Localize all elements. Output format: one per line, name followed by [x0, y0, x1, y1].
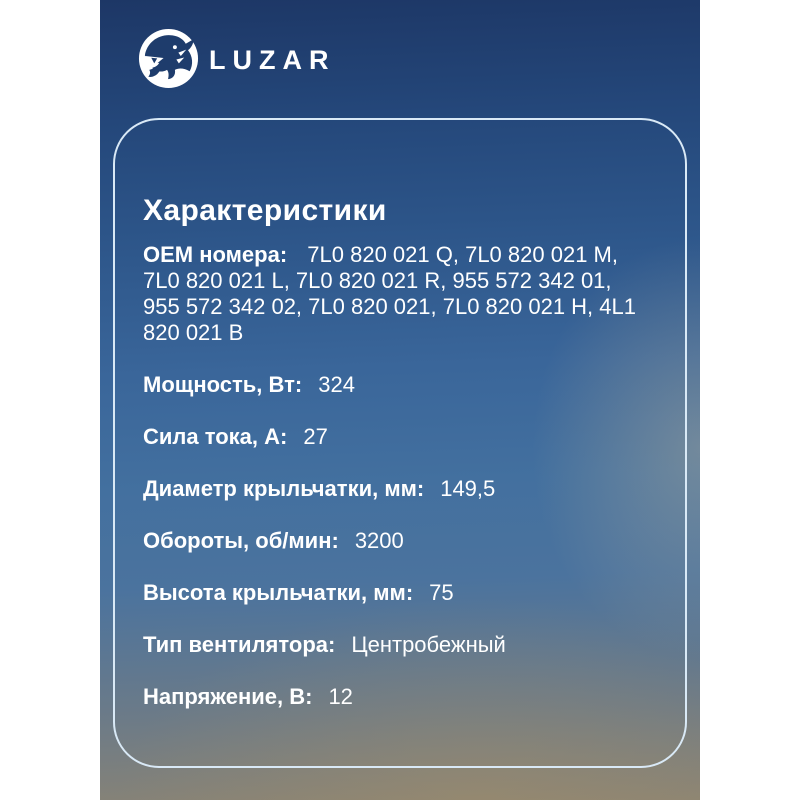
oem-value-line: 7L0 820 021 L, 7L0 820 021 R, 955 572 342 01,	[143, 268, 612, 293]
oem-value-line: 955 572 342 02, 7L0 820 021, 7L0 820 021 H, 4L1	[143, 294, 636, 319]
spec-value: 12	[328, 684, 353, 709]
blue-gradient-poster	[100, 0, 700, 800]
card-title: Характеристики	[143, 194, 387, 227]
oem-value-line: 7L0 820 021 Q, 7L0 820 021 M,	[307, 242, 618, 267]
spec-label: Сила тока, А:	[143, 424, 288, 449]
spec-row-impeller-diameter	[143, 476, 649, 502]
spec-label: Высота крыльчатки, мм:	[143, 580, 414, 605]
tiger-head-icon	[137, 27, 200, 90]
spec-row-voltage	[143, 684, 649, 710]
oem-label: OEM номера:	[143, 242, 288, 267]
spec-value: 75	[429, 580, 454, 605]
spec-value: 27	[303, 424, 328, 449]
spec-label: Диаметр крыльчатки, мм:	[143, 476, 425, 501]
brand-wordmark: LUZAR	[209, 45, 336, 75]
spec-label: Напряжение, В:	[143, 684, 313, 709]
oem-value-line: 820 021 B	[143, 320, 244, 345]
spec-value: 324	[318, 372, 355, 397]
brand-logo	[137, 27, 335, 90]
spec-label: Обороты, об/мин:	[143, 528, 339, 553]
spec-row-rpm	[143, 528, 649, 554]
spec-label: Тип вентилятора:	[143, 632, 336, 657]
specs-card	[113, 118, 687, 768]
spec-value: 3200	[354, 528, 404, 553]
oem-numbers-row	[143, 242, 649, 346]
spec-label: Мощность, Вт:	[143, 372, 303, 397]
spec-row-impeller-height	[143, 580, 649, 606]
spec-value: 149,5	[440, 476, 496, 501]
spec-row-fan-type	[143, 632, 649, 658]
spec-row-current	[143, 424, 649, 450]
spec-row-power	[143, 372, 649, 398]
spec-value: Центробежный	[351, 632, 506, 657]
